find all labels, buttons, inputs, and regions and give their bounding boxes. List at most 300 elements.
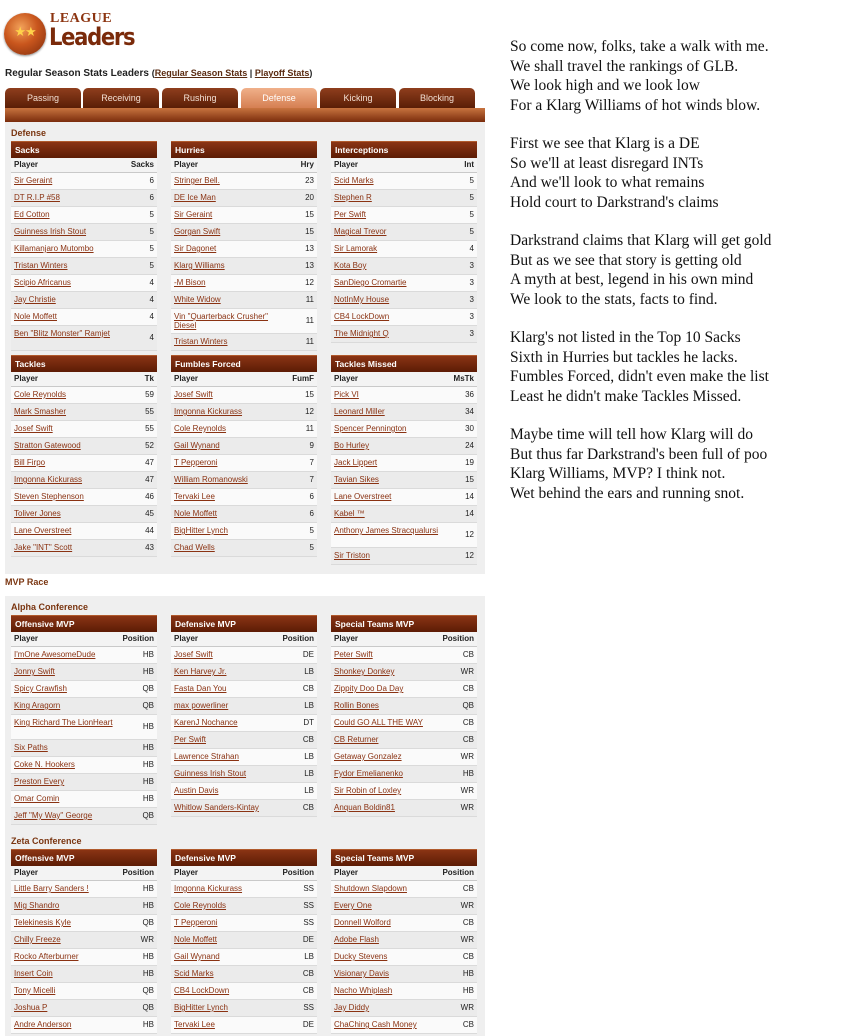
table-body [171,647,317,817]
player-link[interactable]: Josef Swift [174,390,213,399]
player-link[interactable]: Spicy Crawfish [14,684,67,693]
column-headers [171,158,317,173]
player-link[interactable]: Preston Every [14,777,65,786]
table-title: Defensive MVP [171,849,317,866]
player-link[interactable]: Scid Marks [174,969,214,978]
player-link[interactable]: Adobe Flash [334,935,379,944]
column-header-value: Position [282,868,314,877]
stat-value: QB [142,701,154,710]
table-row [331,190,477,207]
player-link[interactable]: Anquan Boldin81 [334,803,395,812]
table-row [11,647,157,664]
table-title: Special Teams MVP [331,849,477,866]
table-row [331,258,477,275]
table-row [11,472,157,489]
table-body [11,881,157,1034]
player-link[interactable]: Sir Geraint [174,210,213,219]
player-link[interactable]: DE Ice Man [174,193,216,202]
hurries-table [171,141,317,351]
player-link[interactable]: Stringer Bell. [174,176,220,185]
player-link[interactable]: Per Swift [334,210,367,219]
table-row [331,715,477,732]
stat-value: 15 [305,390,314,399]
table-row [171,387,317,404]
stat-value: HB [142,952,154,961]
player-link[interactable]: Anthony James Stracqualursi [334,526,439,535]
player-link[interactable]: NotInMy House [334,295,390,304]
stat-value: LB [304,701,314,710]
table-row [171,190,317,207]
player-link[interactable]: King Aragorn [14,701,61,710]
table-title: Tackles Missed [331,355,477,372]
stat-value: 3 [469,261,474,270]
table-row [331,664,477,681]
player-link[interactable]: T Pepperoni [174,458,218,467]
player-link[interactable]: Vin "Quarterback Crusher" Diesel [174,312,269,330]
column-headers [11,866,157,881]
table-row [171,472,317,489]
table-row [331,881,477,898]
table-row [171,749,317,766]
player-link[interactable]: Peter Swift [334,650,373,659]
stat-value: 12 [465,530,474,539]
player-link[interactable]: Gail Wynand [174,952,220,961]
table-body [11,647,157,825]
player-link[interactable]: Nole Moffett [174,935,217,944]
table-row [171,766,317,783]
player-link[interactable]: Joshua P [14,1003,48,1012]
player-link[interactable]: -M Bison [174,278,206,287]
table-row [171,506,317,523]
stat-value: 20 [305,193,314,202]
stat-value: 11 [305,316,314,325]
table-row [331,898,477,915]
player-link[interactable]: Mig Shandro [14,901,60,910]
player-link[interactable]: Andre Anderson [14,1020,72,1029]
player-link[interactable]: max powerliner [174,701,229,710]
player-link[interactable]: Lawrence Strahan [174,752,239,761]
table-row [331,387,477,404]
player-link[interactable]: Josef Swift [14,424,53,433]
stat-value: WR [460,667,474,676]
table-row [171,438,317,455]
table-row [171,455,317,472]
stat-value: CB [462,918,474,927]
stat-value: 52 [145,441,154,450]
stat-value: LB [304,752,314,761]
stat-value: 36 [465,390,474,399]
stat-value: DT [303,718,314,727]
table-row [331,1017,477,1034]
stat-value: 5 [469,176,474,185]
stat-value: QB [142,684,154,693]
player-link[interactable]: Omar Comin [14,794,60,803]
player-link[interactable]: King Richard The LionHeart [14,718,113,727]
player-link[interactable]: Per Swift [174,735,207,744]
stat-value: 3 [469,312,474,321]
player-link[interactable]: Ken Harvey Jr. [174,667,227,676]
player-link[interactable]: Sir Dagonet [174,244,217,253]
player-link[interactable]: Leonard Miller [334,407,385,416]
stat-value: WR [140,935,154,944]
player-link[interactable]: Lane Overstreet [334,492,392,501]
table-row [11,791,157,808]
player-link[interactable]: Ducky Stevens [334,952,388,961]
player-link[interactable]: BigHitter Lynch [174,1003,228,1012]
player-link[interactable]: BigHitter Lynch [174,526,228,535]
stat-value: SS [303,901,314,910]
player-link[interactable]: Insert Coin [14,969,53,978]
player-link[interactable]: KarenJ Nochance [174,718,238,727]
stat-value: SS [303,918,314,927]
player-link[interactable]: Little Barry Sanders ! [14,884,89,893]
alpha-offensive-mvp-table [11,615,157,825]
stat-value: LB [304,667,314,676]
table-row [11,540,157,557]
player-link[interactable]: White Widow [174,295,221,304]
column-header-value: MsTk [453,374,474,383]
player-link[interactable]: Fasta Dan You [174,684,227,693]
player-link[interactable]: Jay Christie [14,295,56,304]
table-row [331,292,477,309]
stat-value: 44 [145,526,154,535]
tab-kicking[interactable]: Kicking [320,88,396,108]
player-link[interactable]: Six Paths [14,743,48,752]
player-link[interactable]: Steven Stephenson [14,492,84,501]
player-link[interactable]: Mark Smasher [14,407,67,416]
player-link[interactable]: T Pepperoni [174,918,218,927]
player-link[interactable]: Gorgan Swift [174,227,221,236]
tackles-missed-table [331,355,477,565]
player-link[interactable]: I'mOne AwesomeDude [14,650,96,659]
stat-value: HB [142,650,154,659]
table-body [171,387,317,557]
player-link[interactable]: Telekinesis Kyle [14,918,71,927]
stat-value: HB [142,667,154,676]
stat-value: HB [142,743,154,752]
player-link[interactable]: Visionary Davis [334,969,389,978]
defense-title: Defense [11,128,47,138]
player-link[interactable]: Cole Reynolds [174,424,227,433]
stat-value: HB [462,769,474,778]
stat-value: CB [302,684,314,693]
player-link[interactable]: Spencer Pennington [334,424,407,433]
player-link[interactable]: Toliver Jones [14,509,61,518]
stat-value: CB [462,684,474,693]
player-link[interactable]: Rollin Bones [334,701,379,710]
player-link[interactable]: Scipio Africanus [14,278,71,287]
player-link[interactable]: Coke N. Hookers [14,760,75,769]
tab-rushing[interactable]: Rushing [162,88,238,108]
player-link[interactable]: Tristan Winters [14,261,68,270]
stat-value: HB [462,986,474,995]
player-link[interactable]: Cole Reynolds [174,901,227,910]
table-row [171,173,317,190]
table-row [171,334,317,351]
stat-value: SS [303,884,314,893]
table-row [171,983,317,1000]
mvp-race-title: MVP Race [5,577,49,587]
player-link[interactable]: Imgonna Kickurass [174,407,243,416]
player-link[interactable]: Ben "Blitz Monster" Ramjet [14,329,110,338]
stat-value: QB [142,918,154,927]
player-link[interactable]: Sir Lamorak [334,244,378,253]
player-link[interactable]: Tervaki Lee [174,1020,215,1029]
player-link[interactable]: Kota Boy [334,261,367,270]
table-row [11,949,157,966]
column-header-value: Position [442,634,474,643]
stat-value: 5 [469,193,474,202]
player-link[interactable]: Chilly Freeze [14,935,61,944]
stat-value: QB [142,811,154,820]
table-row [331,224,477,241]
logo-leaders-text: Leaders [49,23,135,51]
player-link[interactable]: Rocko Afterburner [14,952,79,961]
player-link[interactable]: Every One [334,901,372,910]
player-link[interactable]: Tervaki Lee [174,492,215,501]
column-header-value: Position [282,634,314,643]
poem-line: We look to the stats, facts to find. [510,290,718,308]
table-body [171,881,317,1034]
poem-line: But as we see that story is getting old [510,251,742,269]
stat-value: 14 [465,492,474,501]
table-title: Offensive MVP [11,849,157,866]
table-row [11,326,157,351]
player-link[interactable]: Tavian Sikes [334,475,379,484]
player-link[interactable]: DT R.I.P #58 [14,193,60,202]
playoff-stats-link[interactable]: Playoff Stats [254,68,310,78]
regular-season-stats-link[interactable]: Regular Season Stats [154,68,248,78]
table-row [331,766,477,783]
table-row [11,966,157,983]
table-row [331,421,477,438]
player-link[interactable]: Whitlow Sanders-Kintay [174,803,259,812]
player-link[interactable]: Nole Moffett [14,312,57,321]
column-header-player: Player [334,374,359,383]
table-title: Hurries [171,141,317,158]
tab-receiving[interactable]: Receiving [83,88,159,108]
player-link[interactable]: Josef Swift [174,650,213,659]
player-link[interactable]: CB4 LockDown [174,986,230,995]
player-link[interactable]: Stephen R [334,193,372,202]
player-link[interactable]: Bill Firpo [14,458,46,467]
player-link[interactable]: Klarg Williams [174,261,225,270]
tab-passing[interactable]: Passing [5,88,81,108]
stat-value: 9 [309,441,314,450]
player-link[interactable]: Lane Overstreet [14,526,72,535]
table-row [331,173,477,190]
player-link[interactable]: CB Returner [334,735,379,744]
column-header-player: Player [174,634,199,643]
player-link[interactable]: Guinness Irish Stout [14,227,87,236]
table-row [171,932,317,949]
table-row [11,207,157,224]
player-link[interactable]: Chad Wells [174,543,215,552]
table-row [11,1017,157,1034]
column-headers [331,866,477,881]
table-title: Defensive MVP [171,615,317,632]
table-row [11,881,157,898]
stat-value: HB [142,777,154,786]
stat-value: CB [462,718,474,727]
stat-value: HB [142,722,154,731]
player-link[interactable]: SanDiego Cromartie [334,278,407,287]
table-row [171,1000,317,1017]
player-link[interactable]: Jack Lippert [334,458,378,467]
column-header-player: Player [174,374,199,383]
logo-league-text: LEAGUE [50,11,113,26]
table-row [171,732,317,749]
fumbles-forced-table [171,355,317,557]
player-link[interactable]: Scid Marks [334,176,374,185]
player-link[interactable]: Jake "INT" Scott [14,543,73,552]
stat-value: 55 [145,424,154,433]
player-link[interactable]: Pick VI [334,390,359,399]
player-link[interactable]: Killamanjaro Mutombo [14,244,94,253]
table-row [11,698,157,715]
poem [510,37,855,522]
table-row [171,800,317,817]
player-link[interactable]: Getaway Gonzalez [334,752,402,761]
stat-value: 19 [465,458,474,467]
stat-value: HB [142,1020,154,1029]
tab-blocking[interactable]: Blocking [399,88,475,108]
stat-value: 3 [469,295,474,304]
poem-line: Least he didn't make Tackles Missed. [510,387,742,405]
table-row [331,647,477,664]
stat-value: LB [304,786,314,795]
stat-value: 5 [149,227,154,236]
stat-value: HB [462,969,474,978]
player-link[interactable]: Jay Diddy [334,1003,370,1012]
table-row [11,681,157,698]
table-row [11,932,157,949]
player-link[interactable]: Guinness Irish Stout [174,769,247,778]
player-link[interactable]: Tony Micelli [14,986,56,995]
sacks-table [11,141,157,351]
stat-value: 5 [469,210,474,219]
table-body [331,173,477,343]
stat-value: HB [142,901,154,910]
column-headers [11,158,157,173]
stat-value: 13 [305,261,314,270]
player-link[interactable]: Austin Davis [174,786,219,795]
table-row [11,224,157,241]
stat-value: 5 [469,227,474,236]
stat-value: 4 [149,312,154,321]
player-link[interactable]: ChaChing Cash Money [334,1020,417,1029]
player-link[interactable]: Sir Geraint [14,176,53,185]
table-row [11,740,157,757]
stat-value: WR [460,752,474,761]
player-link[interactable]: Donnell Wolford [334,918,391,927]
player-link[interactable]: Shonkey Donkey [334,667,395,676]
zeta-conference-title: Zeta Conference [11,836,82,846]
player-link[interactable]: The Midnight Q [334,329,389,338]
mvp-panel [5,596,485,1036]
tab-defense[interactable]: Defense [241,88,317,108]
player-link[interactable]: Gail Wynand [174,441,220,450]
player-link[interactable]: Jonny Swift [14,667,55,676]
stat-value: LB [304,769,314,778]
page-title [5,68,312,79]
stat-value: WR [460,901,474,910]
poem-line: We shall travel the rankings of GLB. [510,57,739,75]
player-link[interactable]: Sir Robin of Loxley [334,786,402,795]
column-header-player: Player [174,160,199,169]
player-link[interactable]: Cole Reynolds [14,390,67,399]
table-body [11,387,157,557]
stat-value: 59 [145,390,154,399]
player-link[interactable]: Ed Cotton [14,210,50,219]
table-row [331,548,477,565]
player-link[interactable]: Imgonna Kickurass [14,475,83,484]
table-row [331,472,477,489]
player-link[interactable]: Bo Hurley [334,441,370,450]
player-link[interactable]: Kabel ™ [334,509,365,518]
stat-value: 7 [309,458,314,467]
player-link[interactable]: Shutdown Slapdown [334,884,407,893]
stat-value: CB [462,884,474,893]
poem-line: A myth at best, legend in his own mind [510,271,754,288]
zeta-special-teams-mvp-table [331,849,477,1034]
table-row [11,275,157,292]
table-row [331,949,477,966]
stat-value: 47 [145,458,154,467]
player-link[interactable]: Zippity Doo Da Day [334,684,404,693]
stats-links [152,68,313,78]
table-row [11,309,157,326]
table-row [331,241,477,258]
player-link[interactable]: Fydor Emelianenko [334,769,403,778]
stat-value: 30 [465,424,474,433]
stat-value: 47 [145,475,154,484]
table-row [331,275,477,292]
table-row [171,698,317,715]
player-link[interactable]: CB4 LockDown [334,312,390,321]
table-row [11,404,157,421]
player-link[interactable]: Stratton Gatewood [14,441,81,450]
player-link[interactable]: Magical Trevor [334,227,387,236]
table-row [171,292,317,309]
player-link[interactable]: Imgonna Kickurass [174,884,243,893]
stat-value: LB [304,952,314,961]
stat-value: 12 [465,551,474,560]
stat-value: WR [460,1003,474,1012]
player-link[interactable]: Could GO ALL THE WAY [334,718,423,727]
tackles-table [11,355,157,557]
stat-value: 5 [309,543,314,552]
player-link[interactable]: Tristan Winters [174,337,228,346]
table-row [171,966,317,983]
league-leaders-logo[interactable] [4,9,184,59]
player-link[interactable]: William Romanowski [174,475,248,484]
player-link[interactable]: Nacho Whiplash [334,986,393,995]
stat-value: HB [142,760,154,769]
player-link[interactable]: Nole Moffett [174,509,217,518]
stat-value: HB [142,794,154,803]
table-row [11,664,157,681]
poem-line: Darkstrand claims that Klarg will get gold [510,232,772,249]
column-headers [171,632,317,647]
stat-value: 7 [309,475,314,484]
player-link[interactable]: Jeff "My Way" George [14,811,93,820]
poem-line: Maybe time will tell how Klarg will do [510,426,753,443]
player-link[interactable]: Sir Triston [334,551,371,560]
column-header-value: Hry [300,160,314,169]
table-row [331,1000,477,1017]
alpha-special-teams-mvp-table [331,615,477,817]
